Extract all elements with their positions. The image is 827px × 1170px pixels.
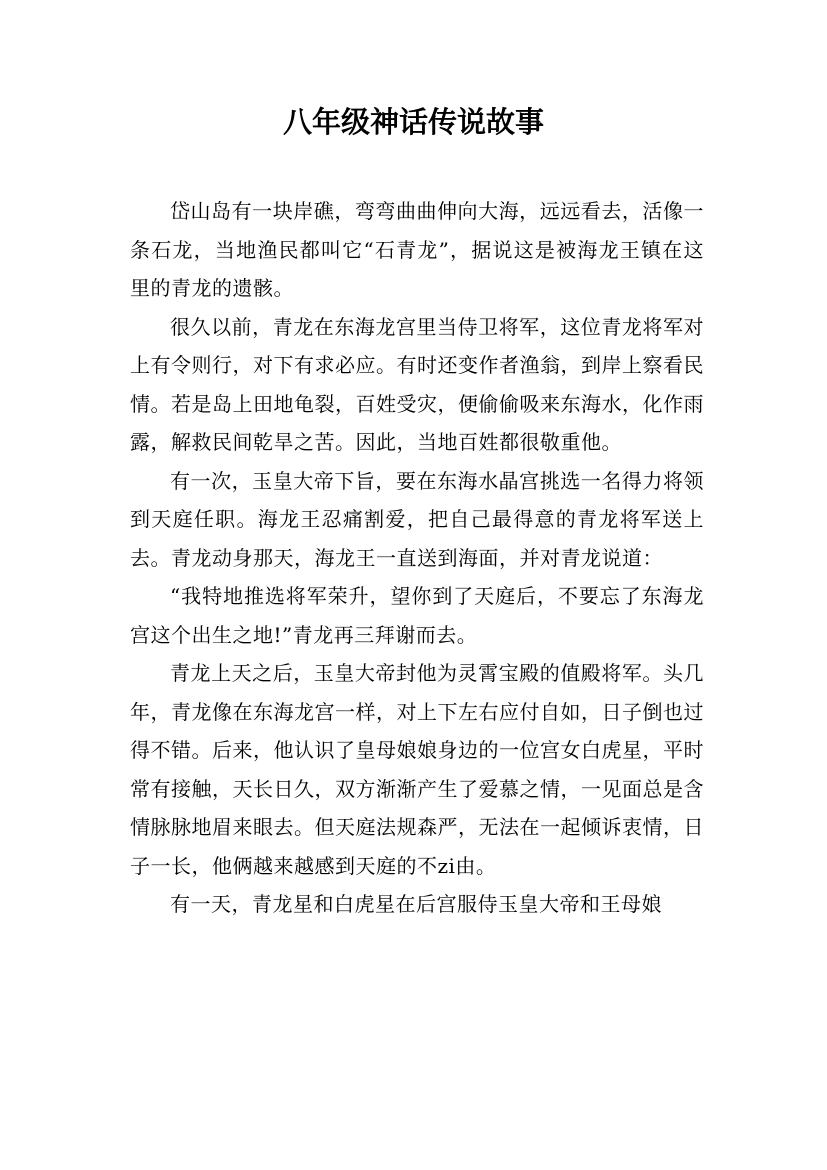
paragraph: 很久以前，青龙在东海龙宫里当侍卫将军，这位青龙将军对上有令则行，对下有求必应。有时还变作者渔翁，到岸上察看民情。若是岛上田地龟裂，百姓受灾，便偷偷吸来东海水，化作雨露，解救民间乾旱之苦。因此，当地百姓都很敬重他。: [130, 314, 704, 454]
document-body: [130, 192, 704, 924]
paragraph: 有一次，玉皇大帝下旨，要在东海水晶宫挑选一名得力将领到天庭任职。海龙王忍痛割爱，把自己最得意的青龙将军送上去。青龙动身那天，海龙王一直送到海面，并对青龙说道：: [130, 468, 704, 570]
paragraph: 青龙上天之后，玉皇大帝封他为灵霄宝殿的值殿将军。头几年，青龙像在东海龙宫一样，对上下左右应付自如，日子倒也过得不错。后来，他认识了皇母娘娘身边的一位宫女白虎星，平时常有接触，天长日久，双方渐渐产生了爱慕之情，一见面总是含情脉脉地眉来眼去。但天庭法规森严，无法在一起倾诉衷情，日子一长，他俩越来越感到天庭的不zi由。: [130, 661, 704, 878]
paragraph: “我特地推选将军荣升，望你到了天庭后，不要忘了东海龙宫这个出生之地!”青龙再三拜谢而去。: [130, 584, 704, 647]
paragraph: 有一天，青龙星和白虎星在后宫服侍玉皇大帝和王母娘: [170, 892, 662, 916]
document-title: 八年级神话传说故事: [282, 105, 544, 139]
paragraph: 岱山岛有一块岸礁，弯弯曲曲伸向大海，远远看去，活像一条石龙，当地渔民都叫它“石青龙”，据说这是被海龙王镇在这里的青龙的遗骸。: [130, 199, 704, 300]
